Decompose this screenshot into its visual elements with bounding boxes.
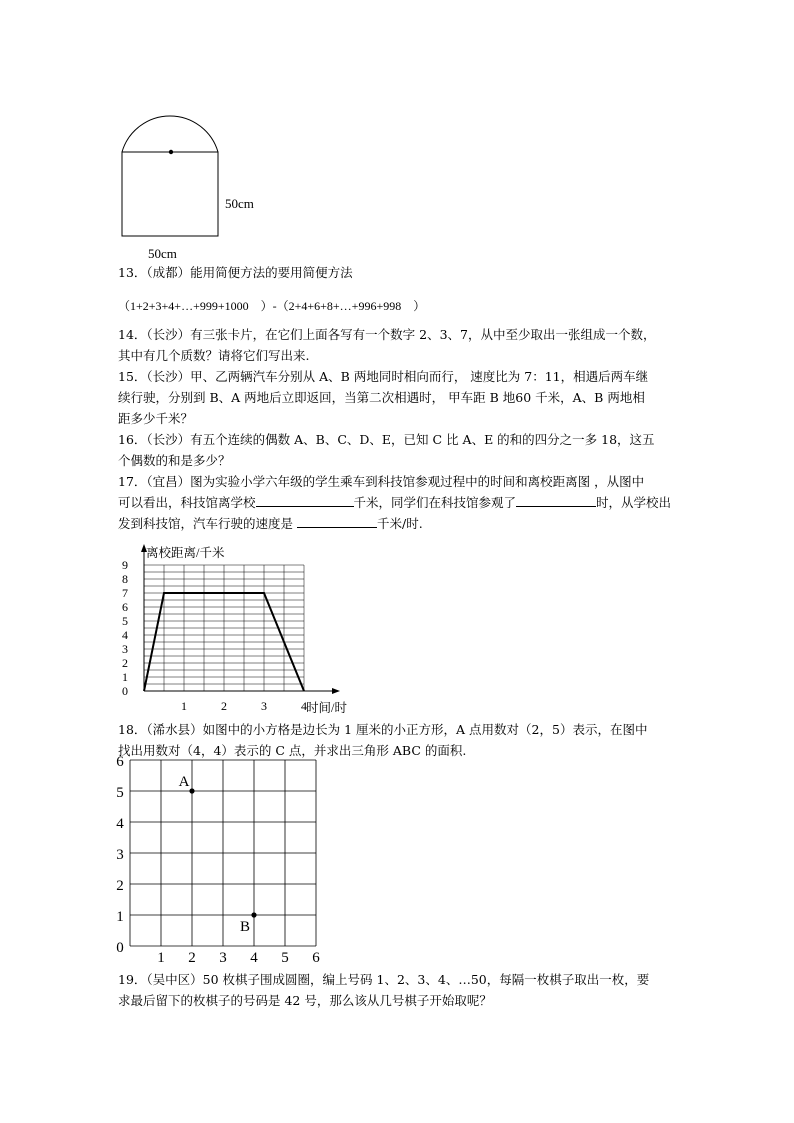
y-tick-label: 5 — [122, 614, 128, 628]
y-tick-label: 9 — [122, 558, 128, 572]
x-tick-label: 2 — [188, 950, 196, 966]
x-tick-label: 6 — [312, 950, 320, 966]
y-tick-label: 4 — [116, 816, 124, 832]
q15-line1: 15．（长沙）甲、乙两辆汽车分别从 A、B 两地同时相向而行， 速度比为 7：11，相遇后两车继 — [118, 369, 649, 384]
y-tick-label: 3 — [116, 847, 124, 863]
q16-line1: 16．（长沙）有五个连续的偶数 A、B、C、D、E，已知 C 比 A、E 的和的四分之一多 18，这五 — [118, 432, 655, 447]
x-axis-arrow — [332, 688, 340, 694]
x-tick-label: 3 — [261, 699, 267, 713]
q17-line2-c: 时，从学校出 — [596, 495, 672, 510]
y-tick-label: 7 — [122, 586, 128, 600]
x-tick-label: 5 — [281, 950, 289, 966]
q19-line1: 19．（吴中区）50 枚棋子围成圆圈，编上号码 1、2、3、4、…50，每隔一枚棋子取出一枚，要 — [118, 972, 650, 987]
q15-line2: 续行驶，分别到 B、A 两地后立即返回，当第二次相遇时， 甲车距 B 地60 千米，A、B 两地相 — [118, 390, 645, 405]
x-tick-label: 3 — [219, 950, 227, 966]
coordinate-grid — [110, 754, 330, 966]
y-tick-label: 6 — [116, 754, 124, 770]
point-a-dot — [189, 788, 194, 793]
semicircle-square-figure — [110, 100, 270, 260]
q15-line3: 距多少千米？ — [118, 411, 194, 426]
square-shape — [122, 152, 218, 236]
bottom-length-label: 50cm — [148, 246, 177, 261]
x-tick-label: 2 — [221, 699, 227, 713]
q16-line2: 个偶数的和是多少？ — [118, 453, 231, 468]
q13-expression: （1+2+3+4+…+999+1000 ）-（2+4+6+8+…+996+998 ） — [118, 299, 426, 313]
q14-line1: 14．（长沙）有三张卡片，在它们上面各写有一个数字 2、3、7，从中至少取出一张组成一个数， — [118, 327, 656, 342]
y-tick-label: 3 — [122, 642, 128, 656]
point-b-dot — [251, 912, 256, 917]
y-tick-label: 1 — [116, 909, 124, 925]
q17-line3 — [118, 514, 423, 534]
distance-time-chart — [110, 538, 360, 720]
q18-line1: 18．（浠水县）如图中的小方格是边长为 1 厘米的小正方形，A 点用数对（2，5）表示，在图中 — [118, 722, 648, 737]
q17-line3-a: 发到科技馆，汽车行驶的速度是 — [118, 516, 297, 531]
point-a-label: A — [178, 774, 190, 790]
x-tick-label: 4 — [250, 950, 258, 966]
side-length-label: 50cm — [225, 196, 254, 211]
q17-line3-b: 千米/时. — [376, 516, 423, 531]
q17-line2-a: 可以看出，科技馆离学校 — [118, 495, 256, 510]
y-tick-label: 2 — [122, 656, 128, 670]
q18-line2: 找出用数对（4，4）表示的 C 点，并求出三角形 ABC 的面积. — [118, 743, 467, 758]
x-tick-label: 4 — [301, 699, 307, 713]
answer-blank-distance[interactable] — [256, 494, 354, 507]
q19-line2: 求最后留下的枚棋子的号码是 42 号，那么该从几号棋子开始取呢？ — [118, 993, 492, 1008]
q14-line2: 其中有几个质数？请将它们写出来. — [118, 348, 310, 363]
x-axis-title: 时间/时 — [306, 701, 347, 715]
y-tick-label: 2 — [116, 878, 124, 894]
y-axis-title: 离校距离/千米 — [146, 546, 225, 560]
semicircle-arc — [122, 116, 218, 152]
y-tick-label: 0 — [122, 684, 128, 698]
y-tick-label: 5 — [116, 785, 124, 801]
y-tick-label: 4 — [122, 628, 128, 642]
y-tick-label: 1 — [122, 670, 128, 684]
q13-title: 13．（成都）能用简便方法的要用简便方法 — [118, 265, 353, 280]
y-tick-label: 8 — [122, 572, 128, 586]
x-tick-label: 1 — [181, 699, 187, 713]
x-tick-label: 1 — [157, 950, 165, 966]
point-b-label: B — [239, 919, 251, 935]
q17-line2-b: 千米，同学们在科技馆参观了 — [353, 495, 517, 510]
answer-blank-visit-time[interactable] — [516, 494, 596, 507]
y-tick-label: 0 — [116, 940, 124, 956]
q17-line2 — [118, 493, 671, 513]
center-dot — [169, 150, 173, 154]
q17-line1: 17．（宜昌）图为实验小学六年级的学生乘车到科技馆参观过程中的时间和离校距离图 ，从图中 — [118, 474, 645, 489]
answer-blank-speed[interactable] — [297, 515, 377, 528]
y-tick-label: 6 — [122, 600, 128, 614]
